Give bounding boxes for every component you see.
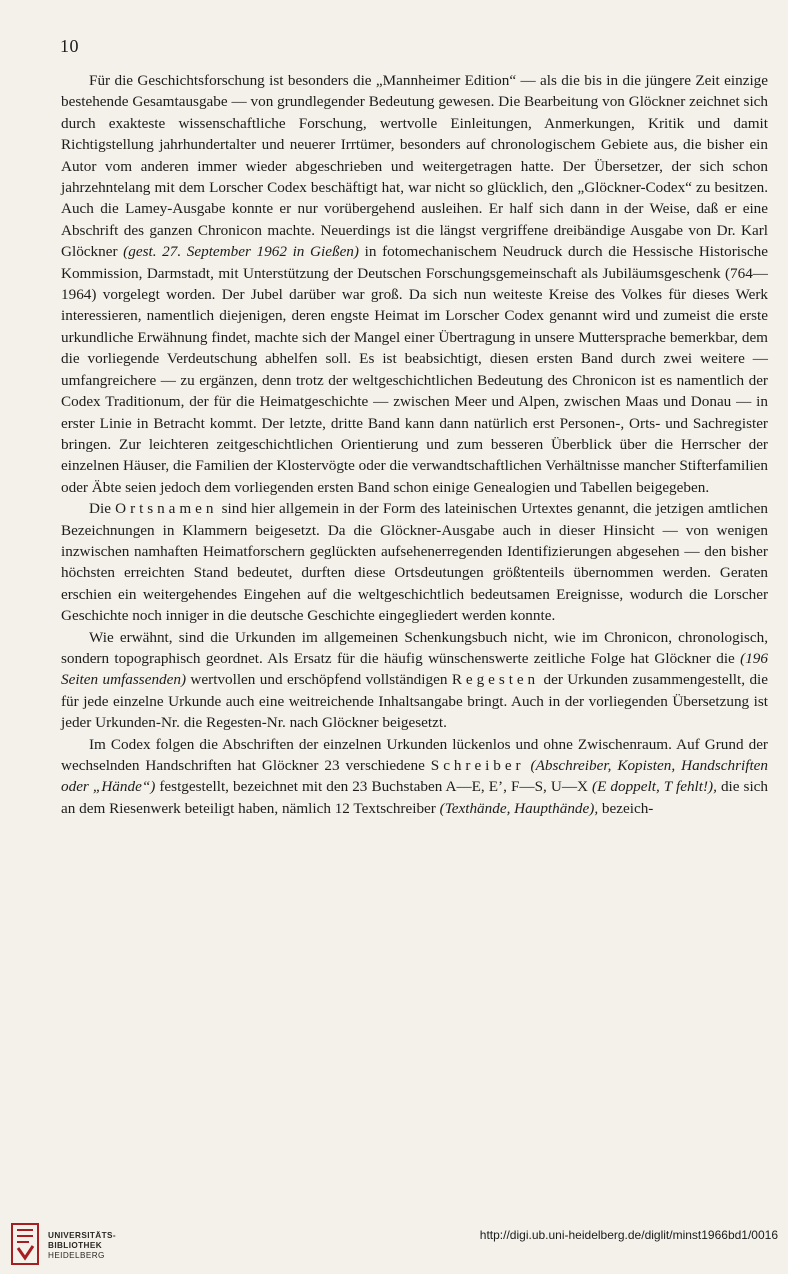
body-text xyxy=(61,70,768,819)
italic-run: (Abschreiber, Kopisten, Handschriften oder „Hände“) xyxy=(61,757,768,796)
text-run: Die xyxy=(89,500,116,518)
text-run: bezeich- xyxy=(598,799,654,817)
logo-text-line: UNIVERSITÄTS- xyxy=(48,1231,116,1240)
spaced-run: Schreiber xyxy=(430,757,525,774)
italic-run: (196 Seiten umfassenden) xyxy=(61,649,768,689)
italic-run: (gest. 27. September 1962 in Gießen) xyxy=(123,243,359,261)
text-run: Wie erwähnt, sind die Urkunden im allgemeinen Schenkungsbuch nicht, wie im Chronicon, chronologisch, sondern topographisch geordnet. Als Ersatz für die häufig wünschenswerte zeitliche Folge hat Glöckner die xyxy=(61,628,768,667)
page-number: 10 xyxy=(60,36,79,56)
source-url-link[interactable]: http://digi.ub.uni-heidelberg.de/diglit/minst1966bd1/0016 xyxy=(479,1228,778,1242)
text-run: Für die Geschichtsforschung ist besonders die „Mannheimer Edition“ — als die bis in die jüngere Zeit einzige bestehende Gesamtausgabe — von grundlegender Bedeutung gewesen. Die Bearbeitung von Glöckner zeichnet sich durch exakteste wissenschaftliche Forschung, wertvolle Einleitungen, Anmerkungen, Kritik und damit Richtigstellung jahrhundertalter und neuerer Irrtümer, besonders auf chronologischem Gebiete aus, die bisher ein Autor vom anderen immer wieder abgeschrieben und weitergetragen hatte. Der Übersetzer, der sich schon jahrzehntelang mit dem Lorscher Codex beschäftigt hat, war nicht so glücklich, den „Glöckner-Codex“ zu besitzen. Auch die Lamey-Ausgabe konnte er nur vorübergehend ausleihen. Er half sich dann in der Weise, daß er eine Abschrift des ganzen Chronicon machte. Neuerdings ist die längst vergriffene dreibändige Ausgabe von Dr. Karl Glöckner xyxy=(61,72,768,261)
spaced-run: Ortsnamen xyxy=(115,500,218,518)
library-logo-icon xyxy=(10,1222,42,1266)
logo-text-line: HEIDELBERG xyxy=(48,1251,105,1260)
text-run: sind hier allgemein in der Form des lateinischen Urtextes genannt, die jetzigen amtlichen Bezeichnungen in Klammern beigesetzt. Da die Glöckner-Ausgabe auch in dieser Hinsicht — von wenigen inzwischen namhaften Heimatforschern geglückten aufsehenerregenden Identifizierungen abgesehen — den bisher höchsten erreichten Stand bedeutet, durften diese Ortsdeutungen größtenteils übernommen werden. Geraten erschien ein weitergehendes Eingehen auf die weltgeschichtlich bedeutsamen Ereignisse, wodurch die Lorscher Geschichte noch inniger in die deutsche Geschichte eingegliedert werden konnte. xyxy=(61,500,768,625)
paragraph xyxy=(61,70,768,498)
library-logo xyxy=(10,1222,310,1266)
paragraph xyxy=(61,734,768,820)
text-run: der Urkunden zusammengestellt, die für jede einzelne Urkunde auch eine weitreichende Inhaltsangabe bringt. Auch in der vorliegenden Übersetzung ist jeder Urkunden-Nr. die Regesten-Nr. nach Glöckner beigesetzt. xyxy=(61,671,768,732)
text-run: wertvollen und erschöpfend vollständigen xyxy=(186,671,452,689)
logo-text-line: BIBLIOTHEK xyxy=(48,1241,103,1250)
text-run: die sich an dem Riesenwerk beteiligt haben, nämlich 12 Textschreiber xyxy=(61,778,769,817)
paragraph xyxy=(61,627,768,734)
spaced-run: Regesten xyxy=(451,671,540,689)
italic-run: (Texthände, Haupthände), xyxy=(439,799,599,817)
paragraph xyxy=(61,498,768,626)
text-run: festgestellt, bezeichnet mit den 23 Buchstaben A—E, E’, F—S, U—X xyxy=(155,778,593,796)
italic-run: (E doppelt, T fehlt!), xyxy=(592,778,717,796)
text-run: in fotomechanischem Neudruck durch die Hessische Historische Kommission, Darmstadt, mit Unterstützung der Deutschen Forschungsgemeinschaft als Jubiläumsgeschenk (764—1964) vorgelegt worden. Der Jubel darüber war groß. Da sich nun weiteste Kreise des Volkes für dieses Werk interessieren, namentlich diejenigen, deren engste Heimat im Lorscher Codex genannt wird und zumeist die erste urkundliche Erwähnung findet, machte sich der Mangel einer Übertragung in unsere Muttersprache bemerkbar, dem die vorliegende Verdeutschung abhelfen soll. Es ist beabsichtigt, diesen ersten Band durch zwei weitere — umfangreichere — zu ergänzen, denn trotz der weltgeschichtlichen Bedeutung des Chronicon ist es namentlich der Codex Traditionum, der für die Heimatgeschichte — zwischen Meer und Alpen, zwischen Maas und Donau — in erster Linie in Betracht kommt. Der letzte, dritte Band kann dann natürlich erst Personen-, Orts- und Sachregister bringen. Zur leichteren zeitgeschichtlichen Orientierung und zum besseren Überblick über die Herrscher der einzelnen Häuser, die Familien der Klostervögte oder die verwandtschaftlichen Verhältnisse mancher Stifterfamilien oder Äbte seien jedoch dem vorliegenden ersten Band schon einige Genealogien und Tabellen beigegeben. xyxy=(61,243,769,496)
text-run: Im Codex folgen die Abschriften der einzelnen Urkunden lückenlos und ohne Zwischenraum. Auf Grund der wechselnden Handschriften hat Glöckner 23 verschiedene xyxy=(61,735,768,774)
